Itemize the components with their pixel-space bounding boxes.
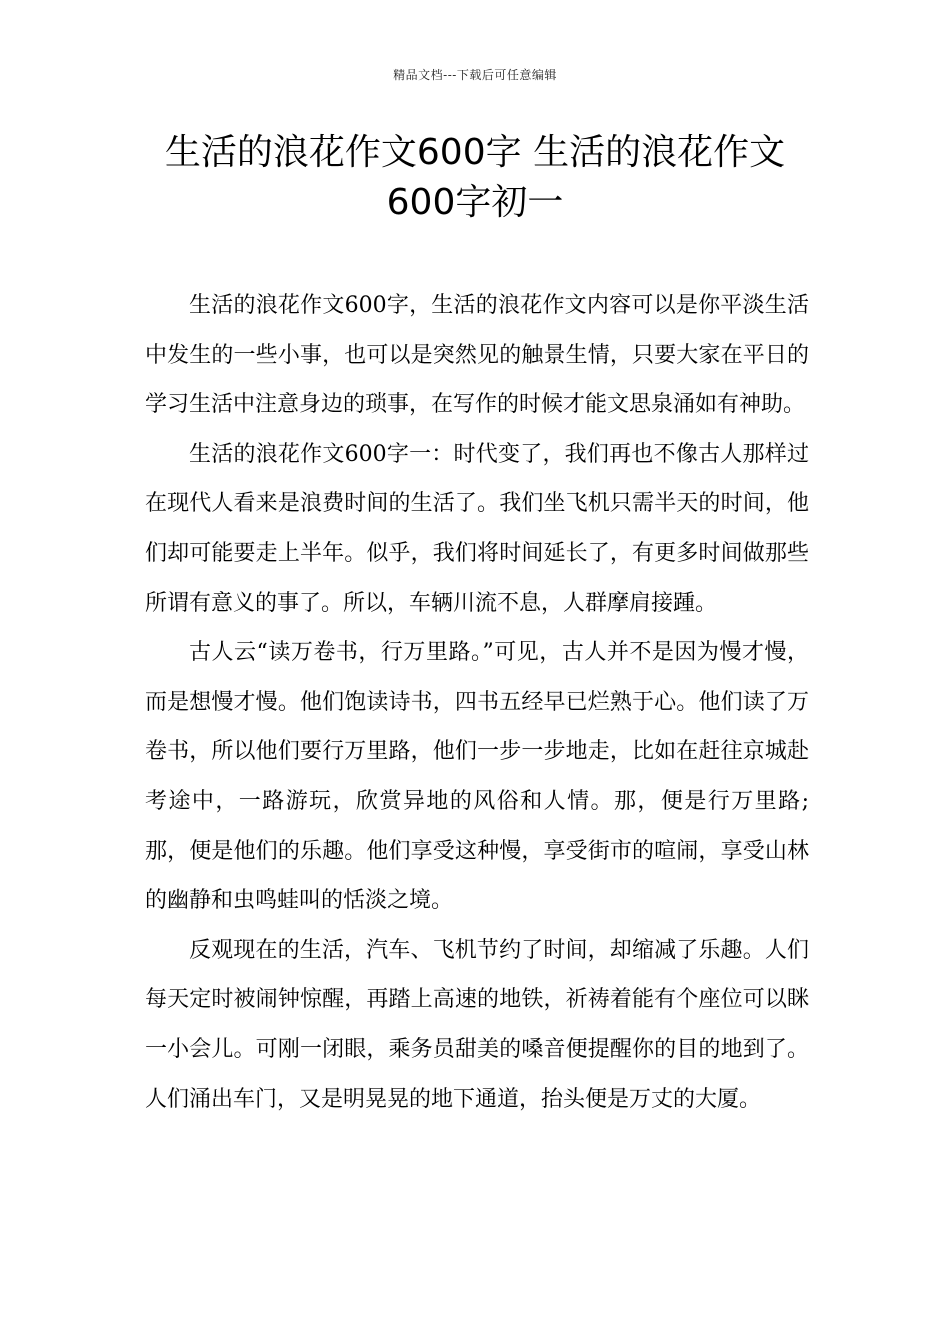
paragraph-modern-life: 反观现在的生活，汽车、飞机节约了时间，却缩减了乐趣。人们每天定时被闹钟惊醒，再踏上高速的地铁，祈祷着能有个座位可以眯一小会儿。可刚一闭眼，乘务员甜美的嗓音便提醒你的目的地到了。人们涌出车门，又是明晃晃的地下通道，抬头便是万丈的大厦。 [145, 937, 809, 1112]
document-title: 生活的浪花作文600字 生活的浪花作文600字初一 [164, 132, 786, 223]
document-body [145, 281, 809, 1124]
paragraph-intro: 生活的浪花作文600字，生活的浪花作文内容可以是你平淡生活中发生的一些小事，也可以是突然见的触景生情，只要大家在平日的学习生活中注意身边的琐事，在写作的时候才能文思泉涌如有神助。 [145, 293, 809, 418]
page-header: 精品文档---下载后可任意编辑 [393, 68, 557, 82]
paragraph-ancients: 古人云“读万卷书，行万里路。”可见，古人并不是因为慢才慢，而是想慢才慢。他们饱读诗书，四书五经早已烂熟于心。他们读了万卷书，所以他们要行万里路，他们一步一步地走，比如在赶往京城赴考途中，一路游玩，欣赏异地的风俗和人情。那，便是行万里路;那，便是他们的乐趣。他们享受这种慢，享受街市的喧闹，享受山林的幽静和虫鸣蛙叫的恬淡之境。 [145, 640, 809, 914]
paragraph-essay-opening: 生活的浪花作文600字一：时代变了，我们再也不像古人那样过在现代人看来是浪费时间的生活了。我们坐飞机只需半天的时间，他们却可能要走上半年。似乎，我们将时间延长了，有更多时间做那些所谓有意义的事了。所以，车辆川流不息，人群摩肩接踵。 [145, 441, 809, 616]
